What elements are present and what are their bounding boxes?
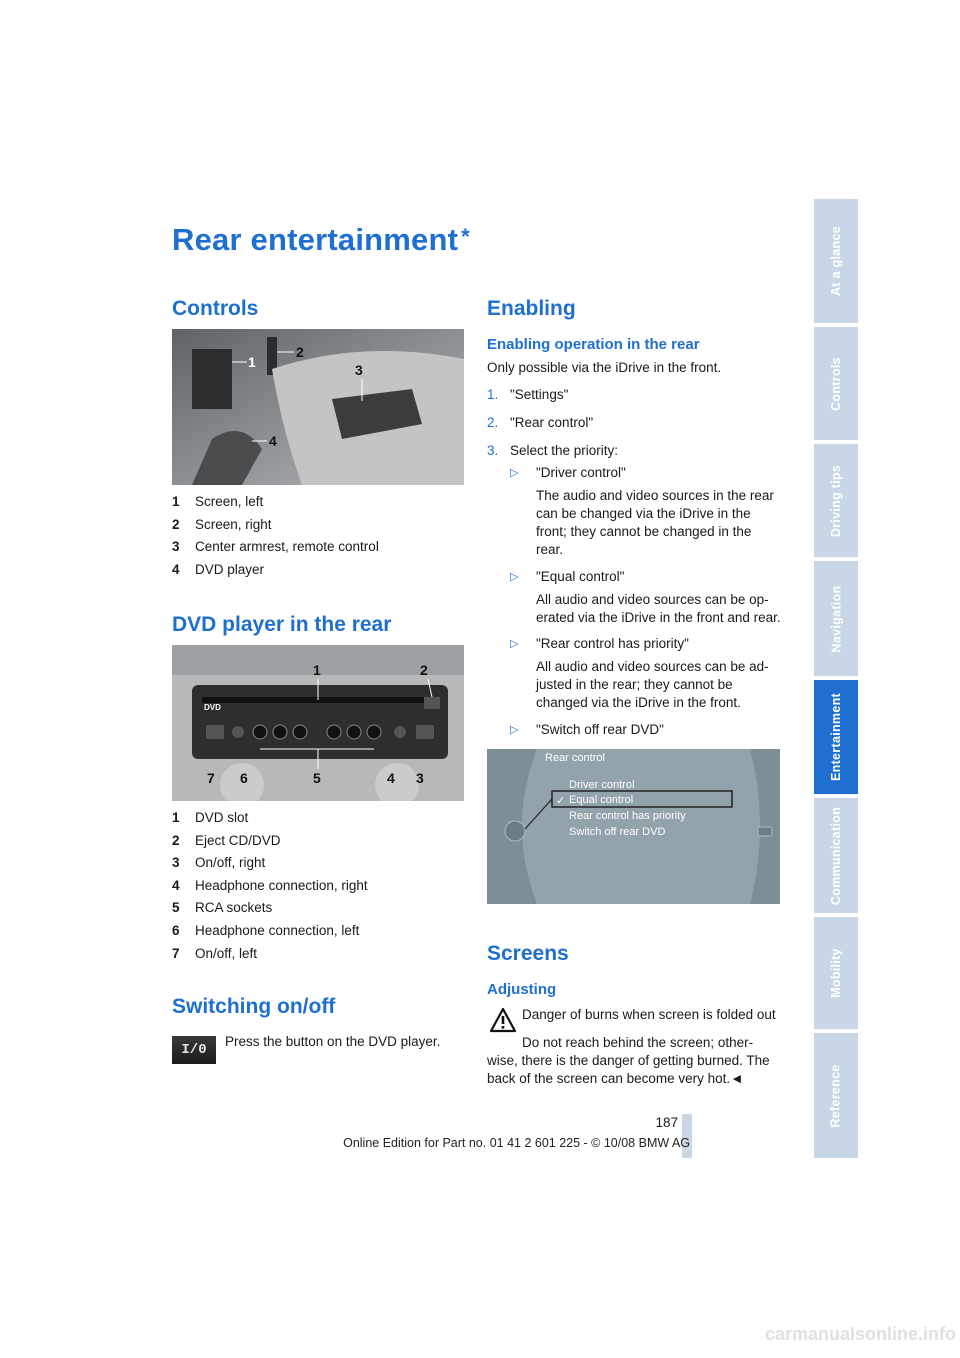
controls-legend	[172, 491, 379, 581]
tab-reference[interactable]: Reference	[814, 1033, 858, 1158]
screens-heading: Screens	[487, 942, 569, 965]
photo-callout: 2	[420, 662, 428, 678]
legend-item: 1 Screen, left	[172, 494, 264, 509]
photo-callout: 4	[269, 433, 277, 449]
controls-heading: Controls	[172, 297, 259, 320]
tab-communication[interactable]: Communication	[814, 798, 858, 913]
enabling-subheading: Enabling operation in the rear	[487, 336, 700, 353]
optional-equipment-star: *	[461, 224, 470, 249]
screen-menu-item: Switch off rear DVD	[569, 826, 666, 838]
step-item: 1. "Settings"	[487, 387, 569, 402]
warning-text: wise, there is the danger of getting burned. The back of the screen can become very hot.◄	[487, 1053, 770, 1086]
legend-item: 4 Headphone connection, right	[172, 877, 368, 893]
watermark: carmanualsonline.info	[764, 1324, 956, 1344]
photo-callout: 1	[313, 662, 321, 678]
dvd-legend	[172, 807, 368, 965]
enabling-heading: Enabling	[487, 297, 576, 320]
check-icon: ✓	[556, 795, 566, 807]
legend-item: 2 Eject CD/DVD	[172, 832, 281, 848]
priority-option: ▷ "Driver control" The audio and video sources in the rear can be changed via the iDrive in the front; they cannot be changed in the rear.	[510, 465, 774, 557]
legend-item: 5 RCA sockets	[172, 900, 273, 916]
legend-item: 3 Center armrest, remote control	[172, 539, 379, 555]
priority-option: ▷ "Switch off rear DVD"	[510, 722, 664, 737]
rear-seat-photo	[172, 329, 464, 485]
screen-menu-item: Rear control has priority	[569, 810, 686, 822]
tab-driving-tips[interactable]: Driving tips	[814, 444, 858, 557]
priority-option: ▷ "Rear control has priority" All audio and video sources can be ad-justed in the rear; they cannot be changed via the iDrive in the front.	[510, 636, 769, 710]
photo-callout: 1	[248, 354, 256, 370]
photo-callout: 3	[355, 362, 363, 378]
legend-item: 2 Screen, right	[172, 516, 272, 532]
triangle-bullet-icon: ▷	[510, 724, 519, 736]
dvd-heading: DVD player in the rear	[172, 613, 392, 636]
triangle-bullet-icon: ▷	[510, 638, 519, 650]
adjusting-subheading: Adjusting	[487, 981, 557, 998]
on-off-button-image: I/0	[172, 1036, 216, 1064]
screen-title: Rear control	[545, 752, 605, 764]
tab-at-a-glance[interactable]: At a glance	[814, 199, 858, 323]
rear-seat-illustration	[172, 329, 464, 485]
tab-controls[interactable]: Controls	[814, 327, 858, 440]
switching-text: Press the button on the DVD player.	[225, 1034, 441, 1049]
page-title: Rear entertainment *	[172, 222, 470, 257]
page-number: 187	[655, 1115, 678, 1130]
photo-callout: 7	[207, 770, 215, 786]
triangle-bullet-icon: ▷	[510, 571, 519, 583]
legend-item: 3 On/off, right	[172, 855, 266, 871]
warning-icon	[489, 1007, 517, 1033]
photo-callout: 6	[240, 770, 248, 786]
warning-title: Danger of burns when screen is folded out	[522, 1007, 776, 1022]
legend-item: 7 On/off, left	[172, 945, 258, 961]
tab-entertainment[interactable]: Entertainment	[814, 680, 858, 794]
tab-mobility[interactable]: Mobility	[814, 917, 858, 1029]
idrive-screen-image	[487, 749, 780, 904]
photo-callout: 4	[387, 770, 395, 786]
step-item: 2. "Rear control"	[487, 415, 594, 430]
step-item: 3. Select the priority:	[487, 443, 619, 458]
tab-navigation[interactable]: Navigation	[814, 561, 858, 676]
priority-option: ▷ "Equal control" All audio and video sources can be op-erated via the iDrive in the front and rear.	[510, 569, 781, 625]
triangle-bullet-icon: ▷	[510, 467, 519, 479]
dvd-player-photo	[172, 645, 464, 801]
legend-item: 1 DVD slot	[172, 810, 249, 825]
footer-edition: Online Edition for Part no. 01 41 2 601 225 - © 10/08 BMW AG	[343, 1136, 690, 1150]
enabling-intro: Only possible via the iDrive in the front.	[487, 360, 722, 375]
switching-heading: Switching on/off	[172, 995, 336, 1018]
photo-callout: 2	[296, 344, 304, 360]
legend-item: 6 Headphone connection, left	[172, 922, 360, 938]
legend-item: 4 DVD player	[172, 561, 265, 577]
warning-text-first-line: Do not reach behind the screen; other-	[522, 1035, 754, 1050]
photo-callout: 3	[416, 770, 424, 786]
screen-menu-item-selected: Equal control	[569, 794, 634, 806]
screen-menu-item: Driver control	[569, 779, 635, 791]
photo-callout: 5	[313, 770, 321, 786]
dvd-slot-label: DVD	[204, 703, 221, 712]
